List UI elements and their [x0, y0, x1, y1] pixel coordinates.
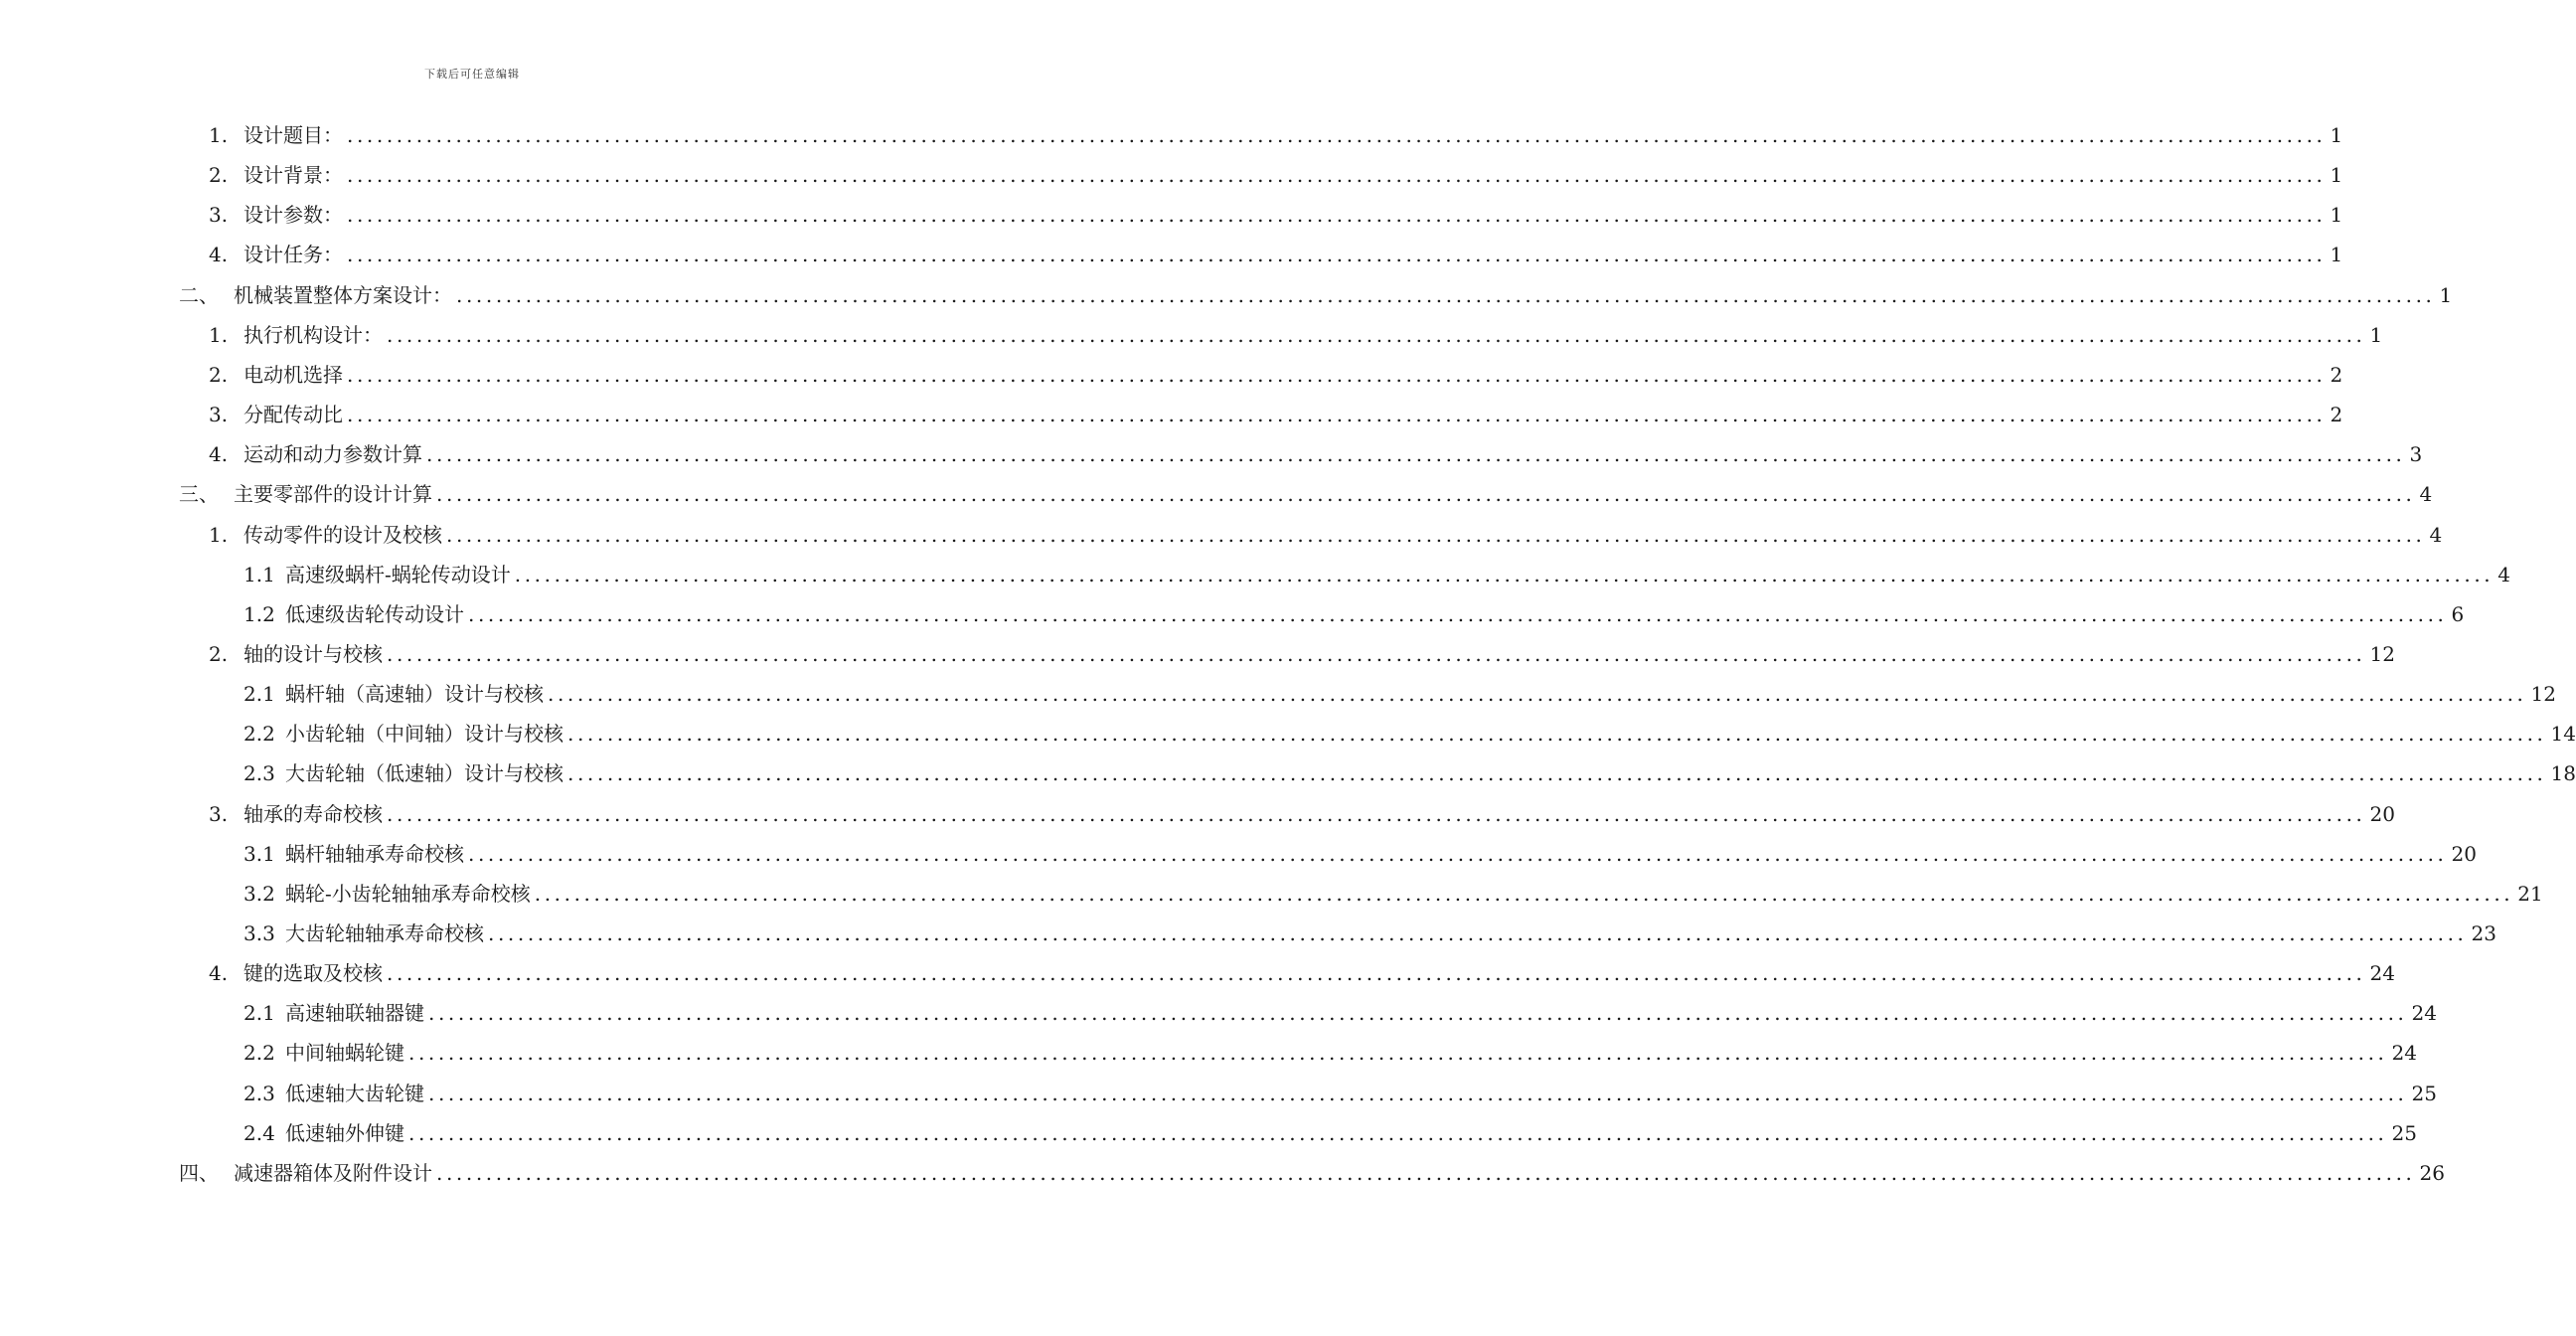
toc-entry-number: 1.2 [243, 601, 275, 626]
toc-entry[interactable] [0, 555, 2510, 594]
toc-page-number: 23 [2471, 921, 2496, 945]
toc-entry-title: 轴的设计与校核 [243, 641, 383, 666]
toc-entry[interactable] [0, 953, 2395, 993]
toc-entry[interactable] [0, 1033, 2417, 1073]
toc-entry[interactable] [0, 315, 2383, 355]
toc-entry-number: 3.2 [243, 881, 275, 906]
toc-dot-leader: ........................................................................................................................................................................................................ [534, 881, 2514, 906]
toc-entry-title: 设计参数： [243, 203, 343, 228]
toc-dot-leader: ........................................................................................................................................................................................................ [514, 562, 2495, 586]
toc-entry-number: 1. [209, 522, 229, 547]
toc-entry[interactable] [0, 714, 2576, 753]
toc-dot-leader: ........................................................................................................................................................................................................ [347, 203, 2327, 228]
toc-entry[interactable] [0, 993, 2437, 1033]
toc-entry-title: 设计背景： [243, 163, 343, 188]
toc-entry-line [209, 355, 2343, 395]
toc-dot-leader: ........................................................................................................................................................................................................ [347, 243, 2327, 267]
toc-dot-leader: ........................................................................................................................................................................................................ [426, 442, 2406, 467]
toc-entry-number: 1. [209, 123, 229, 147]
toc-entry-line [209, 953, 2395, 993]
toc-entry[interactable] [0, 115, 2343, 155]
toc-entry[interactable] [0, 355, 2343, 395]
toc-entry-line [243, 993, 2437, 1033]
toc-entry-line [209, 794, 2395, 834]
toc-entry-line [209, 634, 2395, 674]
toc-dot-leader: ........................................................................................................................................................................................................ [408, 1041, 2388, 1066]
toc-entry[interactable] [0, 1074, 2437, 1113]
toc-entry[interactable] [0, 275, 2453, 315]
toc-entry-line [243, 753, 2576, 793]
page-header: 下载后可任意编辑 [424, 68, 520, 81]
toc-entry[interactable] [0, 195, 2343, 235]
toc-entry[interactable] [0, 1113, 2417, 1153]
toc-entry[interactable] [0, 874, 2543, 914]
toc-dot-leader: ........................................................................................................................................................................................................ [488, 921, 2468, 945]
toc-page-number: 1 [2439, 282, 2453, 307]
toc-entry-title: 电动机选择 [243, 362, 343, 387]
toc-entry[interactable] [0, 1153, 2445, 1193]
toc-entry[interactable] [0, 634, 2395, 674]
toc-page-number: 25 [2391, 1120, 2417, 1145]
toc-entry-line [209, 515, 2443, 555]
toc-page-number: 24 [2369, 961, 2395, 986]
toc-entry-line [243, 874, 2543, 914]
toc-dot-leader: ........................................................................................................................................................................................................ [456, 282, 2436, 307]
toc-entry-line [179, 474, 2433, 514]
toc-entry-line [179, 1153, 2445, 1193]
toc-entry-number: 2. [209, 362, 229, 387]
toc-entry[interactable] [0, 753, 2576, 793]
toc-entry-title: 低速轴外伸键 [285, 1120, 404, 1145]
toc-entry-number: 4. [209, 442, 229, 467]
toc-entry-line [209, 155, 2343, 195]
toc-entry-line [243, 1113, 2417, 1153]
toc-page-number: 6 [2451, 601, 2465, 626]
toc-dot-leader: ........................................................................................................................................................................................................ [347, 163, 2327, 188]
toc-entry-line [209, 315, 2383, 355]
toc-dot-leader: ........................................................................................................................................................................................................ [347, 123, 2327, 147]
toc-page-number: 24 [2411, 1001, 2437, 1026]
toc-entry-title: 执行机构设计： [243, 322, 383, 347]
toc-entry-number: 2. [209, 163, 229, 188]
toc-entry-title: 低速级齿轮传动设计 [285, 601, 464, 626]
toc-entry[interactable] [0, 395, 2343, 434]
toc-entry-title: 低速轴大齿轮键 [285, 1081, 424, 1105]
toc-page-number: 4 [2419, 482, 2433, 507]
toc-entry-line [243, 555, 2510, 594]
toc-page-number: 18 [2550, 761, 2576, 786]
toc-dot-leader: ........................................................................................................................................................................................................ [387, 801, 2366, 826]
toc-entry-title: 设计任务： [243, 243, 343, 267]
toc-dot-leader: ........................................................................................................................................................................................................ [408, 1120, 2388, 1145]
toc-entry-number: 3.1 [243, 841, 275, 866]
toc-entry-line [243, 1033, 2417, 1073]
toc-entry[interactable] [0, 474, 2433, 514]
toc-dot-leader: ........................................................................................................................................................................................................ [436, 1160, 2416, 1185]
toc-dot-leader: ........................................................................................................................................................................................................ [548, 682, 2527, 707]
toc-entry-number: 4. [209, 243, 229, 267]
toc-entry-number: 4. [209, 961, 229, 986]
toc-entry-line [209, 434, 2423, 474]
toc-entry[interactable] [0, 674, 2556, 714]
toc-page-number: 25 [2411, 1081, 2437, 1105]
toc-entry[interactable] [0, 515, 2443, 555]
toc-entry-line [243, 914, 2496, 953]
toc-page-number: 12 [2369, 641, 2395, 666]
toc-page-number: 1 [2369, 322, 2383, 347]
toc-entry-title: 中间轴蜗轮键 [285, 1041, 404, 1066]
toc-entry[interactable] [0, 594, 2465, 634]
toc-entry-number: 2.2 [243, 722, 275, 747]
toc-entry-line [243, 1074, 2437, 1113]
toc-entry-title: 减速器箱体及附件设计 [234, 1160, 432, 1185]
toc-entry-title: 高速级蜗杆-蜗轮传动设计 [285, 562, 511, 586]
toc-entry-number: 二、 [179, 282, 219, 307]
toc-entry-line [243, 714, 2576, 753]
toc-entry-number: 三、 [179, 482, 219, 507]
toc-entry-number: 3.3 [243, 921, 275, 945]
toc-entry-number: 四、 [179, 1160, 219, 1185]
toc-entry-number: 2.1 [243, 682, 275, 707]
toc-entry[interactable] [0, 834, 2477, 874]
toc-dot-leader: ........................................................................................................................................................................................................ [468, 601, 2448, 626]
toc-dot-leader: ........................................................................................................................................................................................................ [436, 482, 2416, 507]
toc-entry-title: 分配传动比 [243, 403, 343, 427]
toc-entry-title: 设计题目： [243, 123, 343, 147]
toc-entry-line [179, 275, 2453, 315]
toc-entry-title: 蜗杆轴轴承寿命校核 [285, 841, 464, 866]
toc-entry-number: 1. [209, 322, 229, 347]
toc-entry-number: 2.4 [243, 1120, 275, 1145]
toc-page-number: 3 [2409, 442, 2423, 467]
toc-entry[interactable] [0, 155, 2343, 195]
toc-dot-leader: ........................................................................................................................................................................................................ [347, 362, 2327, 387]
toc-dot-leader: ........................................................................................................................................................................................................ [567, 761, 2547, 786]
toc-entry-title: 高速轴联轴器键 [285, 1001, 424, 1026]
toc-entry-title: 主要零部件的设计计算 [234, 482, 432, 507]
toc-entry-title: 轴承的寿命校核 [243, 801, 383, 826]
toc-page-number: 2 [2330, 362, 2343, 387]
toc-dot-leader: ........................................................................................................................................................................................................ [387, 641, 2366, 666]
toc-entry-number: 3. [209, 203, 229, 228]
toc-entry-number: 2.3 [243, 761, 275, 786]
toc-entry-line [209, 195, 2343, 235]
toc-entry-line [209, 235, 2343, 274]
toc-entry-number: 2.3 [243, 1081, 275, 1105]
toc-entry-line [243, 674, 2556, 714]
toc-entry-title: 大齿轮轴（低速轴）设计与校核 [285, 761, 564, 786]
toc-entry-title: 机械装置整体方案设计： [234, 282, 452, 307]
toc-dot-leader: ........................................................................................................................................................................................................ [428, 1001, 2408, 1026]
toc-dot-leader: ........................................................................................................................................................................................................ [567, 722, 2547, 747]
toc-page-number: 1 [2330, 243, 2343, 267]
toc-page-number: 26 [2419, 1160, 2445, 1185]
toc-entry-number: 2.2 [243, 1041, 275, 1066]
toc-entry-title: 小齿轮轴（中间轴）设计与校核 [285, 722, 564, 747]
toc-page-number: 1 [2330, 123, 2343, 147]
toc-entry-line [209, 115, 2343, 155]
toc-page-number: 20 [2451, 841, 2477, 866]
toc-entry[interactable] [0, 235, 2343, 274]
toc-dot-leader: ........................................................................................................................................................................................................ [387, 322, 2366, 347]
toc-dot-leader: ........................................................................................................................................................................................................ [387, 961, 2366, 986]
toc-entry-title: 运动和动力参数计算 [243, 442, 422, 467]
toc-page-number: 24 [2391, 1041, 2417, 1066]
toc-entry-title: 蜗轮-小齿轮轴轴承寿命校核 [285, 881, 531, 906]
toc-entry[interactable] [0, 914, 2496, 953]
toc-entry-title: 传动零件的设计及校核 [243, 522, 442, 547]
toc-entry-number: 3. [209, 403, 229, 427]
toc-dot-leader: ........................................................................................................................................................................................................ [428, 1081, 2408, 1105]
toc-page-number: 4 [2497, 562, 2510, 586]
toc-page-number: 20 [2369, 801, 2395, 826]
toc-page-number: 1 [2330, 203, 2343, 228]
toc-entry-number: 3. [209, 801, 229, 826]
toc-page-number: 2 [2330, 403, 2343, 427]
toc-entry-title: 键的选取及校核 [243, 961, 383, 986]
toc-dot-leader: ........................................................................................................................................................................................................ [468, 841, 2448, 866]
toc-page-number: 4 [2429, 522, 2443, 547]
toc-dot-leader: ........................................................................................................................................................................................................ [446, 522, 2426, 547]
toc-entry-line [243, 594, 2465, 634]
toc-page-number: 21 [2517, 881, 2543, 906]
toc-entry[interactable] [0, 434, 2423, 474]
toc-entry-line [209, 395, 2343, 434]
toc-entry-title: 蜗杆轴（高速轴）设计与校核 [285, 682, 544, 707]
toc-entry-number: 1.1 [243, 562, 275, 586]
toc-entry-line [243, 834, 2477, 874]
toc-entry[interactable] [0, 794, 2395, 834]
toc-entry-number: 2.1 [243, 1001, 275, 1026]
toc-page-number: 12 [2530, 682, 2556, 707]
toc-dot-leader: ........................................................................................................................................................................................................ [347, 403, 2327, 427]
toc-page-number: 14 [2550, 722, 2576, 747]
toc-page-number: 1 [2330, 163, 2343, 188]
toc-entry-number: 2. [209, 641, 229, 666]
toc-entry-title: 大齿轮轴轴承寿命校核 [285, 921, 484, 945]
